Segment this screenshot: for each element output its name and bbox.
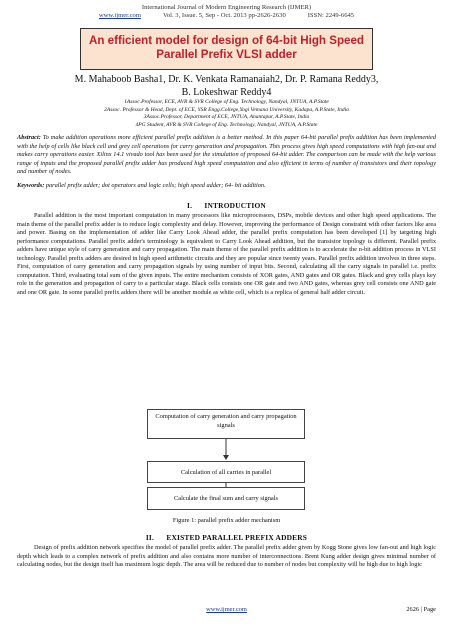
paper-title [80, 28, 373, 70]
keywords [17, 182, 436, 191]
affiliation-3: 3Assoc.Professor, Department of ECE, JNTUA, Anantapur, A.P.State, India [143, 114, 310, 120]
existed-adders-body [17, 544, 436, 570]
flowchart-step-2 [147, 461, 305, 483]
affiliations [0, 99, 453, 129]
arrow-down-icon [222, 439, 230, 461]
existed-adders-paragraph: Design of prefix addition network specifies the model of parallel prefix adder. The parallel prefix adder given by Kogg Stone gives low fan-out and high logic depth which leads to a complex network of prefix addition and also contains more number of interconnections. Brent Kung adder design gives minimal number of calculating nodes, but the design itself has maximum logic depth. The area will be reduced due to number of nodes but complexity will be high due to high logic [17, 544, 436, 568]
flowchart-step-3 [147, 487, 305, 510]
journal-issn: ISSN: 2249-6645 [307, 12, 355, 19]
introduction-body [17, 212, 436, 297]
page-number: 2626 | Page [406, 606, 436, 613]
abstract [17, 134, 436, 177]
abstract-label: Abstract: [17, 134, 41, 141]
keywords-text: parallel prefix adder; dot operators and logic cells; high speed adder; 64- bit addition. [44, 182, 266, 189]
journal-site-link[interactable]: www.ijmer.com [98, 12, 141, 19]
authors [0, 73, 453, 99]
footer-site-link[interactable]: www.ijmer.com [206, 606, 247, 613]
section-heading-introduction: I. INTRODUCTION [187, 201, 266, 210]
section-heading-existed-adders: II. EXISTED PARALLEL PREFIX ADDERS [145, 533, 308, 542]
figure-caption: Figure 1: parallel prefix adder mechanism [172, 517, 281, 524]
affiliation-2: 2Assoc. Professor & Head, Dept. of ECE, YSR Engg.College,Yogi Vemana University, Kadapa, A.P.State, India [104, 106, 349, 113]
title-line-1: An efficient model for design of 64-bit High Speed [88, 34, 365, 47]
keywords-label: Keywords: [17, 182, 45, 189]
flowchart-step-1-text: Computation of carry generation and carry propagation signals [155, 413, 297, 429]
abstract-text: To make addition operations more efficient parallel prefix addition is a better method. In this paper 64-bit parallel prefix addition has been implemented with the help of cells like black cell and grey cell operations for carry generation and propagation. This process gives high speed computations with high fan-out and makes carry operations easier. Xilinx 14.1 vivado tool has been used for the simulation of proposed 64-bit adder. The comparison can be made with the help various range of inputs and the proposed parallel prefix adder has produced high speed computation and also efficient in terms of number of transistors and their topology and number of nodes. [17, 134, 436, 175]
affiliation-1: 1Assoc.Professor, ECE, AVR & SVR College of Eng. Technology, Nandyal, JNTUA, A.P.State [124, 99, 329, 105]
journal-volume: Vol. 3, Issue. 5, Sep - Oct. 2013 pp-2626-2630 [162, 12, 286, 19]
authors-line-1: M. Mahaboob Basha1, Dr. K. Venkata Ramanaiah2, Dr. P. Ramana Reddy3, [74, 74, 379, 85]
flowchart-step-2-text: Calculation of all carries in parallel [180, 469, 272, 476]
journal-name: International Journal of Modern Engineering Research (IJMER) [141, 4, 312, 11]
authors-line-2: B. Lokeshwar Reddy4 [181, 87, 272, 98]
flowchart-step-1 [147, 409, 305, 439]
flowchart-step-3-text: Calculate the final sum and carry signals [174, 495, 278, 502]
title-line-2: Parallel Prefix VLSI adder [156, 48, 297, 61]
introduction-paragraph: Parallel addition is the most important computation in many processors like microprocessors, DSPs, mobile devices and other high speed applications. The main theme of the parallel prefix adder is to reduce logic complexity and delay. However, improving the performance of Design constraint with other factors like area and power. Basing on the implementation of adder like Carry Look Ahead adder, the parallel prefix computation has been developed [1] by targeting high performance computations. Parallel prefix adder's terminology is equivalent to Carry Look Ahead addition, but the transistor topology is different. Parallel prefix adders have unique style of carry generation and carry propagation. The main theme of the parallel prefix addition is to accelerate the n-bit addition process in VLSI technology. Parallel prefix adders are desired in high speed arithmetic circuits and they are popular since twenty years. Parallel prefix addition involves in three steps. First, computation of carry generation and carry propagation signals by using number of input bits. Second, calculating all the carry signals in parallel i.e. prefix computation. Third, evaluating total sum of the given inputs. The entire mechanism consists of XOR gates, AND gates and OR gates. Black and grey cells plays key role in the generation and propagation of carry to a particular stage. Black cells consists one OR gate and two AND gates, whereas grey cell consists one AND gate and one OR gate. In some parallel prefix adders there will be another module as white cell, which is a replica of general half adder circuit. [17, 212, 436, 296]
affiliation-4: 4PG Student, AVR & SVR College of Eng. Technology, Nandyal, JNTUA, A.P.State [135, 121, 318, 128]
journal-header [0, 4, 453, 20]
